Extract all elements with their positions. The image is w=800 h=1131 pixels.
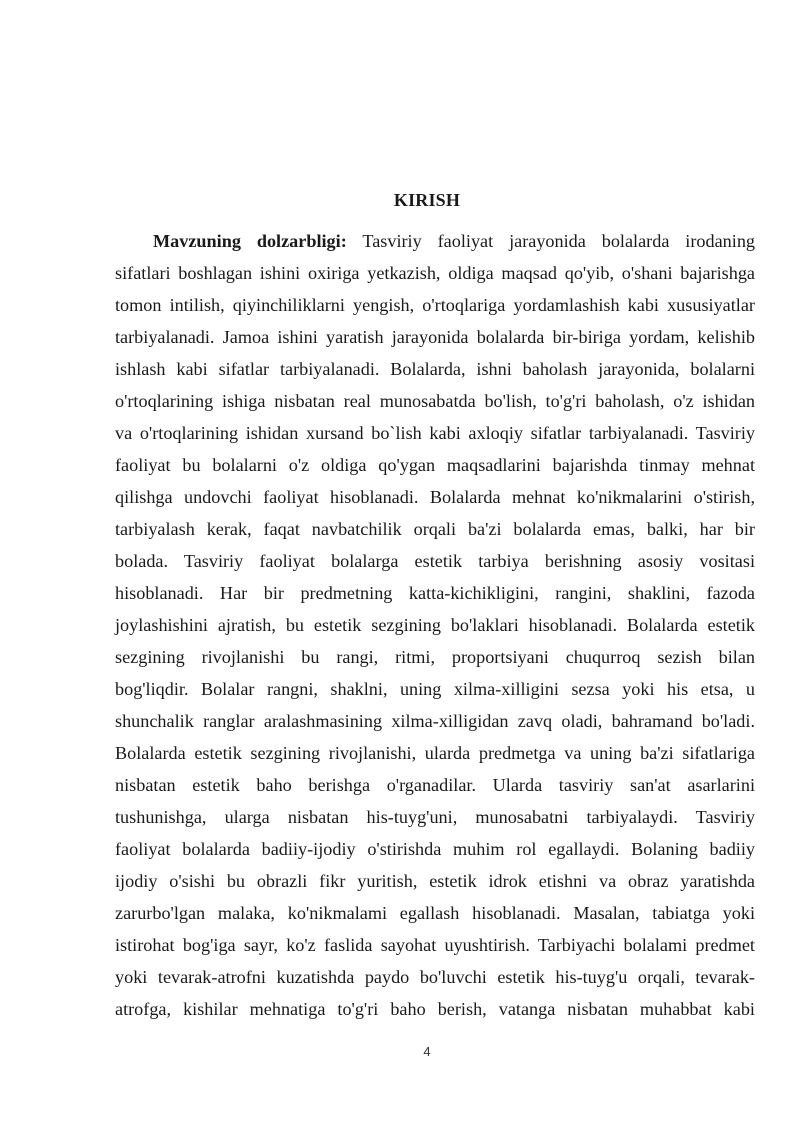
paragraph-line: bolada. Tasviriy faoliyat bolalarga estetik tarbiya berishning asosiy vositasi [115,551,755,571]
paragraph-line: tarbiyalash kerak, faqat navbatchilik orqali ba'zi bolalarda emas, balki, har bir [115,519,755,539]
paragraph-line: zarurbo'lgan malaka, ko'nikmalami egallash hisoblanadi. Masalan, tabiatga yoki [115,903,755,923]
paragraph-line: tushunishga, ularga nisbatan his-tuyg'uni, munosabatni tarbiyalaydi. Tasviriy [115,807,755,827]
paragraph-line [115,225,755,257]
paragraph-line: yoki tevarak-atrofni kuzatishda paydo bo'luvchi estetik his-tuyg'u orqali, tevarak- [115,967,755,987]
paragraph-line: ishlash kabi sifatlar tarbiyalanadi. Bolalarda, ishni baholash jarayonida, bolalarni [115,359,755,379]
paragraph-line: joylashishini ajratish, bu estetik sezgining bo'laklari hisoblanadi. Bolalarda estetik [115,615,755,635]
paragraph-line: atrofga, kishilar mehnatiga to'g'ri baho berish, vatanga nisbatan muhabbat kabi [115,999,755,1019]
paragraph-line: shunchalik ranglar aralashmasining xilma-xilligidan zavq oladi, bahramand bo'ladi. [115,711,755,731]
paragraph-line: istirohat bog'iga sayr, ko'z faslida sayohat uyushtirish. Tarbiyachi bolalami predmet [115,935,755,955]
paragraph-line: o'rtoqlarining ishiga nisbatan real munosabatda bo'lish, to'g'ri baholash, o'z ishidan [115,391,755,411]
paragraph-line: nisbatan estetik baho berishga o'rganadilar. Ularda tasviriy san'at asarlarini [115,775,755,795]
paragraph-line: tomon intilish, qiyinchiliklarni yengish, o'rtoqlariga yordamlashish kabi xususiyatlar [115,295,755,315]
paragraph-line: tarbiyalanadi. Jamoa ishini yaratish jarayonida bolalarda bir-biriga yordam, kelishib [115,327,755,347]
paragraph-line: sifatlari boshlagan ishini oxiriga yetkazish, oldiga maqsad qo'yib, o'shani bajarishga [115,263,755,283]
paragraph-line: bog'liqdir. Bolalar rangni, shaklni, uning xilma-xilligini sezsa yoki his etsa, u [115,679,755,699]
lead-label: Mavzuning dolzarbligi: [153,231,347,251]
paragraph-line: faoliyat bolalarda badiiy-ijodiy o'stirishda muhim rol egallaydi. Bolaning badiiy [115,839,755,859]
paragraph-line: ijodiy o'sishi bu obrazli fikr yuritish, estetik idrok etishni va obraz yaratishda [115,871,755,891]
paragraph-line: Bolalarda estetik sezgining rivojlanishi, ularda predmetga va uning ba'zi sifatlariga [115,743,755,763]
paragraph-line: va o'rtoqlarining ishidan xursand bo`lish kabi axloqiy sifatlar tarbiyalanadi. Tasviriy [115,423,755,443]
page-number: 4 [423,1044,431,1059]
paragraph-line: qilishga undovchi faoliyat hisoblanadi. Bolalarda mehnat ko'nikmalarini o'stirish, [115,487,755,507]
first-line-text: Tasviriy faoliyat jarayonida bolalarda irodaning [362,231,756,251]
paragraph-line: sezgining rivojlanishi bu rangi, ritmi, proportsiyani chuqurroq sezish bilan [115,647,755,667]
body-paragraph [115,225,755,1025]
paragraph-line: hisoblanadi. Har bir predmetning katta-kichikligini, rangini, shaklini, fazoda [115,583,755,603]
paragraph-line: faoliyat bu bolalarni o'z oldiga qo'ygan maqsadlarini bajarishda tinmay mehnat [115,455,755,475]
section-heading: KIRISH [393,190,461,210]
